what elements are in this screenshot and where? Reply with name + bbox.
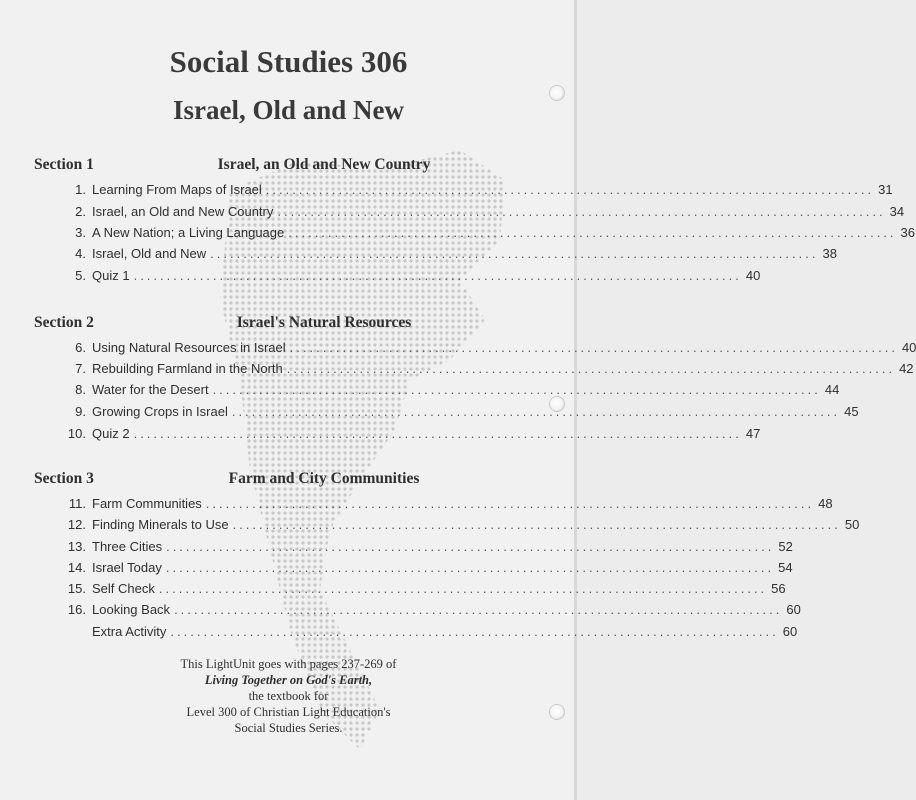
toc-row[interactable]	[60, 182, 893, 200]
leader-dots: ............................................................................................	[133, 268, 742, 283]
item-page: 42	[899, 361, 914, 376]
item-number: 7.	[75, 361, 86, 376]
item-number: 13.	[67, 539, 86, 554]
item-number: 10.	[67, 426, 86, 441]
item-page: 47	[745, 426, 761, 441]
toc-row[interactable]	[60, 404, 859, 422]
item-label: Using Natural Resources in Israel	[92, 340, 286, 355]
item-number: 1.	[75, 182, 86, 197]
item-page: 50	[844, 517, 860, 532]
item-page: 38	[822, 246, 837, 261]
item-number: 15.	[67, 581, 86, 596]
leader-dots: ............................................................................................	[232, 517, 841, 532]
leader-dots: ............................................................................................	[174, 602, 783, 617]
item-page: 54	[778, 560, 793, 575]
item-number: 5.	[75, 268, 86, 283]
item-number: 6.	[75, 340, 86, 355]
section-2-heading	[34, 314, 544, 336]
page-title: Social Studies 306	[169, 44, 408, 79]
leader-dots: ............................................................................................	[170, 624, 779, 639]
leader-dots: ............................................................................................	[288, 225, 897, 240]
toc-row[interactable]	[60, 517, 860, 535]
page-subtitle: Israel, Old and New	[172, 95, 405, 125]
item-label: Learning From Maps of Israel	[92, 182, 262, 197]
item-label: Rebuilding Farmland in the North	[92, 361, 283, 376]
item-label: Quiz 2	[92, 426, 130, 441]
item-label: Water for the Desert	[92, 382, 209, 397]
toc-row[interactable]	[60, 340, 916, 358]
section-label: Section 2	[34, 314, 94, 331]
toc-row[interactable]	[60, 602, 801, 620]
leader-dots: ............................................................................................	[166, 539, 775, 554]
section-3-heading	[34, 470, 544, 492]
item-page: 56	[771, 581, 786, 596]
section-label: Section 3	[34, 470, 94, 487]
item-label: Quiz 1	[92, 268, 130, 283]
item-label: Farm Communities	[92, 496, 202, 511]
toc-row[interactable]	[60, 581, 786, 599]
item-number: 3.	[75, 225, 86, 240]
item-page: 60	[782, 624, 798, 639]
item-page: 40	[901, 340, 916, 355]
section-title: Israel's Natural Resources	[236, 314, 412, 331]
item-page: 44	[824, 382, 840, 397]
toc-row[interactable]	[60, 624, 798, 642]
toc-row[interactable]	[60, 496, 833, 514]
item-page: 34	[889, 204, 905, 219]
leader-dots: ............................................................................................	[133, 426, 742, 441]
item-label: Israel, an Old and New Country	[92, 204, 274, 219]
item-page: 52	[778, 539, 793, 554]
footer-line: Level 300 of Christian Light Education's	[186, 705, 391, 719]
item-label: Self Check	[92, 581, 155, 596]
item-number: 9.	[75, 404, 86, 419]
leader-dots: ............................................................................................	[231, 404, 841, 419]
item-page: 40	[745, 268, 761, 283]
toc-row[interactable]	[60, 246, 837, 264]
book-title: Living Together on God's Earth,	[204, 673, 373, 687]
footer-line: Social Studies Series.	[234, 721, 343, 735]
item-label: Finding Minerals to Use	[92, 517, 229, 532]
footer-note	[0, 656, 577, 736]
section-label: Section 1	[34, 156, 94, 173]
toc-row[interactable]	[60, 426, 761, 444]
leader-dots: ............................................................................................	[212, 382, 821, 397]
toc-row[interactable]	[60, 204, 905, 222]
leader-dots: ............................................................................................	[265, 182, 875, 197]
item-number: 11.	[68, 496, 86, 511]
item-label: Extra Activity	[92, 624, 167, 639]
leader-dots: ............................................................................................	[205, 496, 815, 511]
toc-row[interactable]	[60, 539, 793, 557]
footer-line: the textbook for	[248, 689, 329, 703]
item-page: 60	[786, 602, 801, 617]
item-number: 2.	[75, 204, 86, 219]
toc-row[interactable]	[60, 225, 916, 243]
toc-row[interactable]	[60, 361, 914, 379]
footer-line: This LightUnit goes with pages 237-269 of	[180, 657, 397, 671]
leader-dots: ............................................................................................	[289, 340, 898, 355]
item-number: 8.	[75, 382, 86, 397]
item-label: Looking Back	[92, 602, 171, 617]
item-page: 45	[844, 404, 859, 419]
item-label: Three Cities	[92, 539, 163, 554]
leader-dots: ............................................................................................	[158, 581, 768, 596]
item-page: 31	[878, 182, 893, 197]
item-number: 16.	[67, 602, 86, 617]
section-1-heading	[34, 156, 544, 178]
item-page: 36	[900, 225, 916, 240]
item-label: A New Nation; a Living Language	[92, 225, 285, 240]
item-page: 48	[818, 496, 833, 511]
section-title: Israel, an Old and New Country	[217, 156, 431, 173]
leader-dots: ............................................................................................	[165, 560, 775, 575]
leader-dots: ............................................................................................	[286, 361, 896, 376]
section-title: Farm and City Communities	[228, 470, 420, 487]
item-number: 12.	[67, 517, 86, 532]
toc-row[interactable]	[60, 382, 840, 400]
leader-dots: ............................................................................................	[210, 246, 819, 261]
leader-dots: ............................................................................................	[277, 204, 886, 219]
toc-row[interactable]	[60, 560, 793, 578]
item-label: Israel, Old and New	[92, 246, 207, 261]
item-label: Israel Today	[92, 560, 162, 575]
item-number: 4.	[75, 246, 86, 261]
item-number: 14.	[67, 560, 86, 575]
item-label: Growing Crops in Israel	[92, 404, 228, 419]
toc-row[interactable]	[60, 268, 761, 286]
